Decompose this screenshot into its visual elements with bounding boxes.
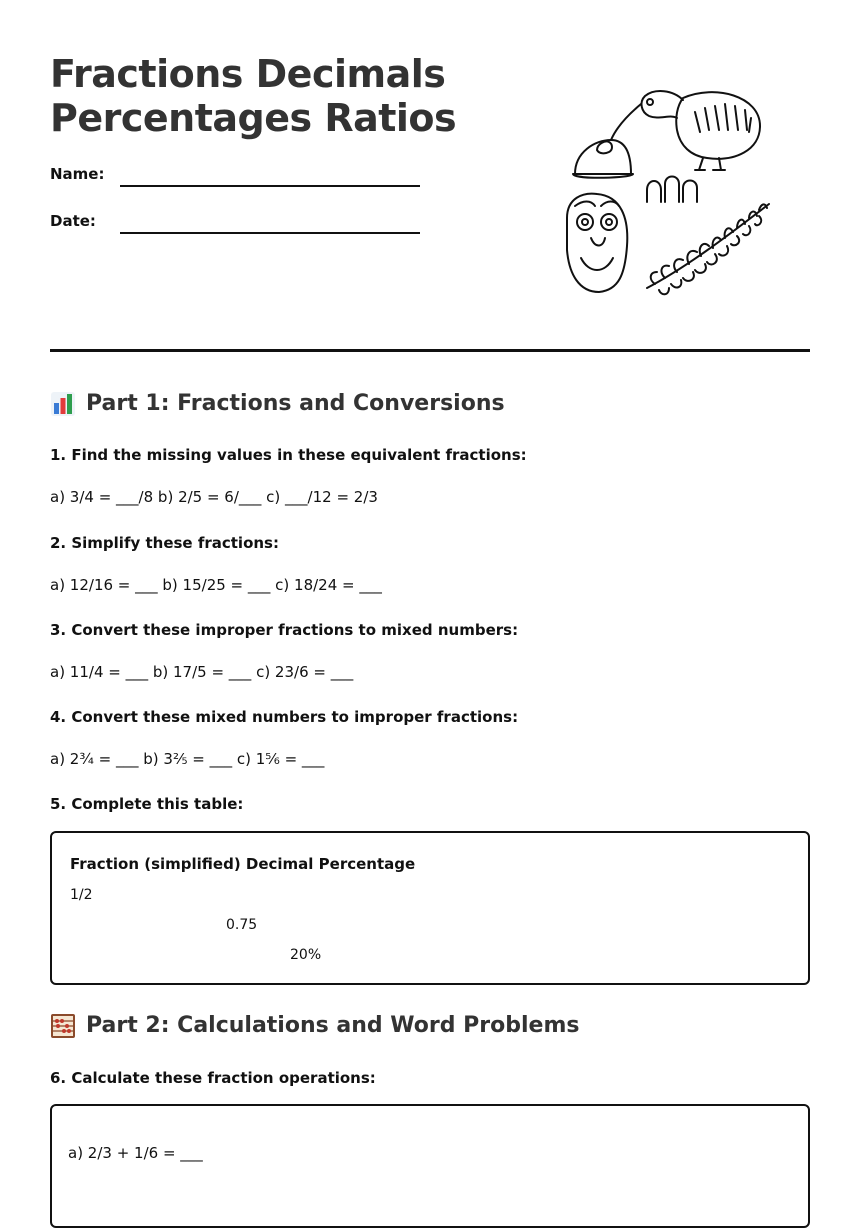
question-6: 6. Calculate these fraction operations: [50,1069,376,1087]
title-line-2: Percentages Ratios [50,96,457,140]
operations-box [50,1104,810,1228]
dome-shell-icon [573,140,633,178]
bar-chart-icon [50,391,76,417]
answer-line-4: a) 2¾ = ___ b) 3⅖ = ___ c) 1⅚ = ___ [50,750,325,768]
answer-line-3: a) 11/4 = ___ b) 17/5 = ___ c) 23/6 = ___ [50,663,354,681]
name-label: Name: [50,165,105,183]
date-label: Date: [50,212,96,230]
worksheet-title [50,52,456,140]
operation-a: a) 2/3 + 1/6 = ___ [68,1144,203,1162]
table-cell-percentage: 20% [290,947,322,963]
answer-line-1: a) 3/4 = ___/8 b) 2/5 = 6/___ c) ___/12 = 2/3 [50,488,378,506]
worksheet-header [50,0,810,352]
kiwi-bird-icon [611,91,760,170]
part2-title: Part 2: Calculations and Word Problems [86,1013,580,1038]
name-line[interactable] [120,185,420,187]
carved-tiki-icon [567,194,627,292]
abacus-icon [50,1013,76,1039]
part1-title: Part 1: Fractions and Conversions [86,391,505,416]
question-2: 2. Simplify these fractions: [50,534,279,552]
header-divider [50,349,810,352]
fern-leaf-icon [647,204,769,294]
answer-line-2: a) 12/16 = ___ b) 15/25 = ___ c) 18/24 = ___ [50,576,382,594]
title-line-1: Fractions Decimals [50,52,446,96]
nz-illustration [555,78,785,308]
question-3: 3. Convert these improper fractions to mixed numbers: [50,621,519,639]
question-4: 4. Convert these mixed numbers to improper fractions: [50,708,519,726]
arches-icon [647,177,697,203]
date-field[interactable] [50,212,430,236]
conversion-table-box [50,831,810,985]
part2-heading [50,1012,579,1040]
question-1: 1. Find the missing values in these equivalent fractions: [50,446,527,464]
table-header: Fraction (simplified) Decimal Percentage [70,855,416,873]
table-cell-fraction: 1/2 [70,887,93,903]
part1-heading [50,390,505,418]
table-cell-decimal: 0.75 [226,917,258,933]
date-line[interactable] [120,232,420,234]
worksheet-page [50,0,810,1162]
name-field[interactable] [50,165,430,189]
question-5: 5. Complete this table: [50,795,244,813]
